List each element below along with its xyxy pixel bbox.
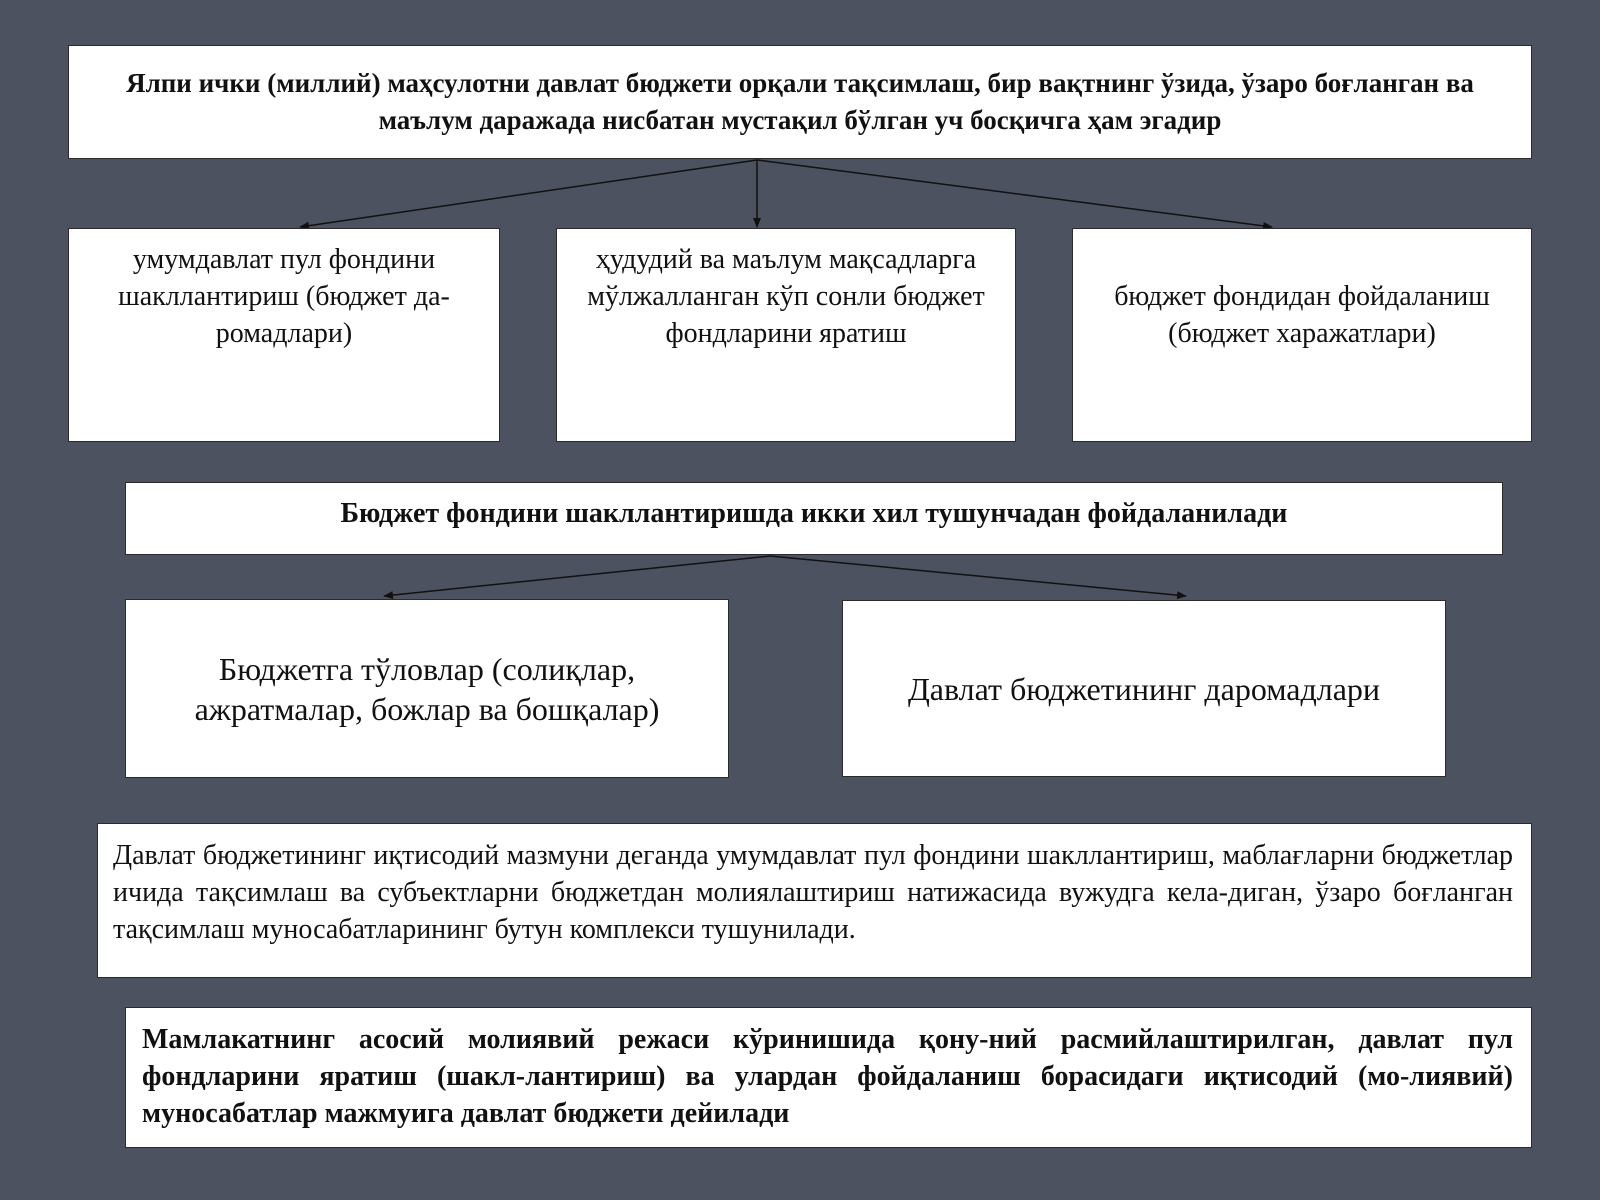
content-box-text: Давлат бюджетининг иқтисодий мазмуни деганда умумдавлат пул фондини шакллантириш, маблағларни бюджетлар ичида тақсимлаш ва субъектларни бюджетдан молиялаштириш натижасида вужудга кела-диган, ўзаро боғланган тақсимлаш муносабатларининг бутун комплекси тушунилади.: [113, 840, 1513, 945]
stage-1-text: умумдавлат пул фондини шакллантириш (бюджет да-ромадлари): [118, 244, 450, 349]
arrow-to-stage-1: [300, 160, 757, 227]
concept-box-2: [842, 600, 1446, 777]
arrow-to-stage-3: [757, 160, 1272, 227]
arrow-to-concept-1: [384, 556, 770, 596]
middle-box: [125, 482, 1503, 555]
stage-box-2: [556, 228, 1016, 442]
concept-box-1: [125, 599, 729, 778]
concept-2-text: Давлат бюджетининг даромадлари: [907, 670, 1381, 707]
stage-2-text: ҳудудий ва маълум мақсадларга мўлжалланган кўп сонли бюджет фондларини яратиш: [587, 244, 985, 349]
arrow-to-concept-2: [770, 556, 1186, 596]
middle-box-text: Бюджет фондини шакллантиришда икки хил тушунчадан фойдаланилади: [340, 498, 1288, 529]
stage-box-1: [68, 228, 500, 442]
stage-box-3: [1072, 228, 1532, 442]
concept-1-text: Бюджетга тўловлар (солиқлар, ажратмалар, божлар ва бошқалар): [194, 650, 660, 727]
top-box: [68, 45, 1532, 159]
stage-3-text: бюджет фондидан фойдаланиш (бюджет харажатлари): [1114, 281, 1490, 349]
top-box-text: Ялпи ички (миллий) маҳсулотни давлат бюджети орқали тақсимлаш, бир вақтнинг ўзида, ўзаро боғланган ва маълум даражада нисбатан мустақил бўлган уч босқичга ҳам эгадир: [126, 68, 1474, 135]
content-box: [97, 823, 1532, 978]
definition-box: [125, 1007, 1532, 1148]
definition-box-text: Мамлакатнинг асосий молиявий режаси кўринишида қону-ний расмийлаштирилган, давлат пул фондларини яратиш (шакл-лантириш) ва улардан фойдаланиш борасидаги иқтисодий (мо-лиявий) муносабатлар мажмуига давлат бюджети дейилади: [142, 1024, 1513, 1129]
